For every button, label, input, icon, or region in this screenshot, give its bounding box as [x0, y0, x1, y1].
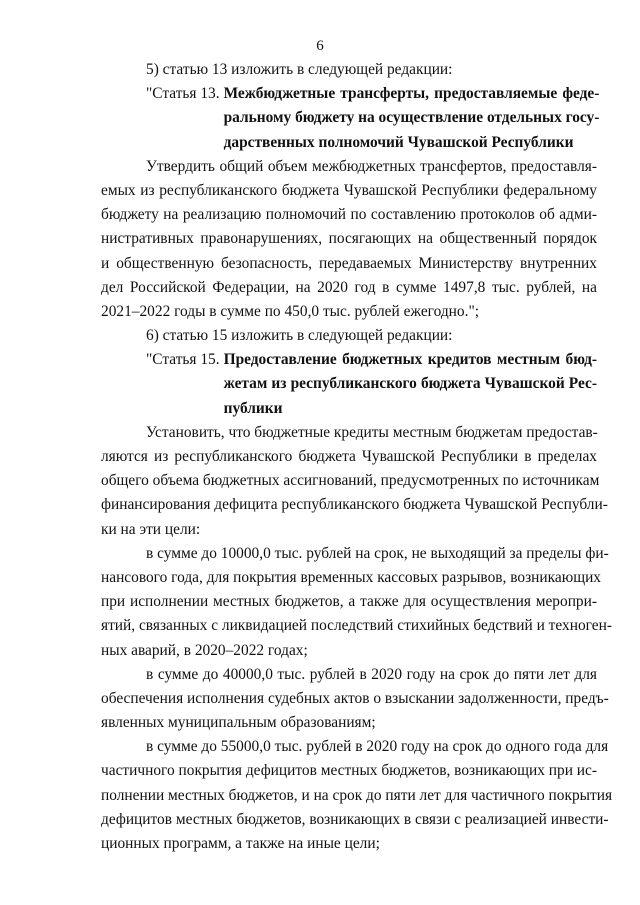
text-line: 5) статью 13 изложить в следующей редакции:	[146, 61, 453, 78]
text-line: ляются из республиканского бюджета Чувашской Республики в пределах	[101, 448, 597, 465]
paragraph-credit-10000	[101, 542, 612, 663]
amendment-item-5	[101, 58, 597, 82]
text-line: частичного покрытия дефицитов местных бюджетов, возникающих при ис-	[101, 762, 597, 780]
paragraph-transfers-volume	[101, 155, 597, 324]
text-line: Межбюджетные трансферты, предоставляемые феде-	[223, 85, 600, 103]
article-15-label: "Статья 15.	[146, 351, 220, 369]
article-15-heading	[101, 348, 597, 421]
paragraph-budget-credits	[101, 421, 608, 542]
text-line: в сумме до 10000,0 тыс. рублей на срок, не выходящий за пределы фи-	[146, 544, 609, 562]
text-line: нистративных правонарушениях, посягающих на общественный порядок	[101, 230, 597, 248]
text-line: публики	[223, 399, 283, 417]
text-line: 2021–2022 годы в сумме по 450,0 тыс. рублей ежегодно.";	[101, 302, 480, 320]
text-line: емых из республиканского бюджета Чувашской Республики федеральному	[101, 181, 597, 199]
text-line: дефицитов местных бюджетов, возникающих в связи с реализацией инвести-	[101, 810, 609, 828]
text-line: финансирования дефицита республиканского бюджета Чувашской Республи-	[101, 496, 608, 514]
text-line: нансового года, для покрытия временных кассовых разрывов, возникающих	[101, 568, 601, 586]
text-line: общего объема бюджетных ассигнований, предусмотренных по источникам	[101, 472, 600, 490]
text-line: Предоставление бюджетных кредитов местным бюд-	[223, 351, 597, 369]
text-line: явленных муниципальным образованиям;	[101, 714, 376, 732]
text-line: ятий, связанных с ликвидацией последствий стихийных бедствий и техноген-	[101, 617, 612, 635]
text-line: Установить, что бюджетные кредиты местным бюджетам предостав-	[146, 423, 598, 441]
text-line: ных аварий, в 2020–2022 годах;	[101, 641, 308, 659]
article-15-title	[224, 348, 597, 421]
text-line: ральному бюджету на осуществление отдельных госу-	[223, 109, 600, 127]
text-line: ционных программ, а также на иные цели;	[101, 835, 380, 852]
text-line: ки на эти цели:	[101, 520, 201, 538]
text-line: и общественную безопасность, передаваемых Министерству внутренних	[101, 254, 597, 272]
text-line: 6) статью 15 изложить в следующей редакции:	[146, 327, 453, 345]
text-line: обеспечения исполнения судебных актов о взыскании задолженности, предъ-	[101, 689, 609, 707]
paragraph-credit-55000	[101, 735, 613, 856]
article-13-label: "Статья 13.	[146, 85, 220, 103]
text-line: полнении местных бюджетов, и на срок до пяти лет для частичного покрытия	[101, 786, 613, 804]
text-line: Утвердить общий объем межбюджетных трансфертов, предоставля-	[146, 157, 597, 175]
amendment-item-6	[101, 324, 597, 348]
text-line: дел Российской Федерации, на 2020 год в сумме 1497,8 тыс. рублей, на	[101, 278, 597, 296]
text-line: в сумме до 55000,0 тыс. рублей в 2020 году на срок до одного года для	[146, 738, 609, 756]
article-13-heading	[101, 82, 600, 155]
text-line: в сумме до 40000,0 тыс. рублей в 2020 году на срок до пяти лет для	[146, 665, 597, 683]
document-body	[101, 58, 613, 856]
text-line: при исполнении местных бюджетов, а также для осуществления меропри-	[101, 593, 597, 611]
text-line: бюджету на реализацию полномочий по составлению протоколов об адми-	[101, 206, 597, 224]
text-line: дарственных полномочий Чувашской Республики	[223, 133, 574, 151]
paragraph-credit-40000	[101, 663, 609, 736]
text-line: жетам из республиканского бюджета Чувашской Рес-	[223, 375, 597, 393]
article-13-title	[224, 82, 600, 155]
page-number: 6	[316, 38, 324, 54]
